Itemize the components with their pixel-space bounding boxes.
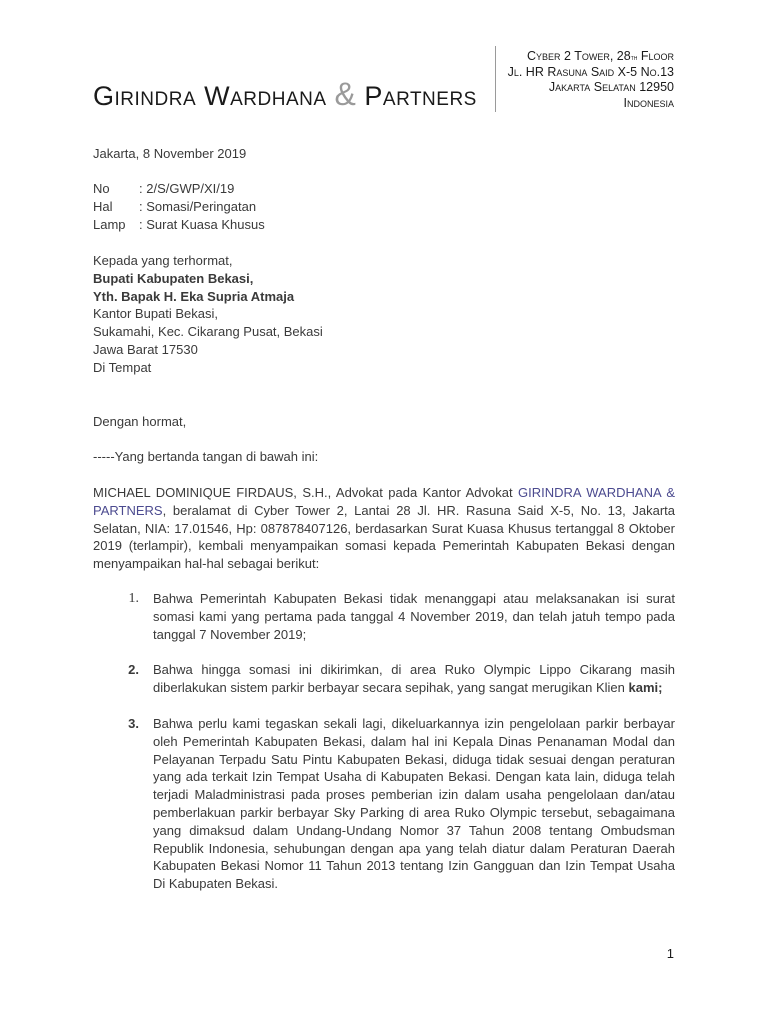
page-number: 1 (666, 946, 674, 961)
intro-paragraph: MICHAEL DOMINIQUE FIRDAUS, S.H., Advokat pada Kantor Advokat GIRINDRA WARDHANA & PARTNERS, beralamat di Cyber Tower 2, Lantai 28 Jl. HR. Rasuna Said X-5, No. 13, Jakarta Selatan, NIA: 17.01546, Hp: 087878407126, berdasarkan Surat Kuasa Khusus tertanggal 8 Oktober 2019 (terlampir), kembali menyampaikan somasi kepada Pemerintah Kabupaten Bekasi dengan menyampaikan hal-hal sebagai berikut: (93, 485, 675, 572)
recipient-block (93, 252, 323, 377)
point-text: Bahwa perlu kami tegaskan sekali lagi, dikeluarkannya izin pengelolaan parkir berbayar oleh Pemerintah Kabupaten Bekasi, dalam hal ini Kepala Dinas Penanaman Modal dan Pelayanan Terpadu Satu Pintu Kabupaten Bekasi, diduga tidak sesuai dengan peraturan yang ada terkait Izin Tempat Usaha di Kabupaten Bekasi. Dengan kata lain, diduga telah terjadi Maladministrasi pada proses pemberian izin dalam usaha pengelolaan dan/atau pemberlakuan parkir berbayar Sky Parking di area Ruko Olympic tersebut, sebagaimana yang dimaksud dalam Undang-Undang Nomor 37 Tahun 2008 tentang Ombudsman Republik Indonesia, sehubungan dengan apa yang telah diatur dalam Peraturan Daerah Kabupaten Bekasi Nomor 11 Tahun 2013 tentang Izin Gangguan dan Izin Tempat Usaha Di Kabupaten Bekasi. (153, 715, 675, 892)
firm-address (508, 49, 674, 111)
meta-row-hal: Hal : Somasi/Peringatan (93, 198, 257, 214)
point-number: 1. (128, 591, 139, 606)
address-line-2: Jl. HR Rasuna Said X-5 No.13 (507, 64, 674, 79)
recipient-name: Yth. Bapak H. Eka Supria Atmaja (93, 288, 295, 304)
list-item (93, 590, 675, 643)
letter-date: Jakarta, 8 November 2019 (93, 146, 247, 161)
recipient-place: Di Tempat (93, 359, 152, 375)
undersigned-line: -----Yang bertanda tangan di bawah ini: (93, 449, 319, 464)
firm-name-part1: Girindra Wardhana (93, 81, 327, 111)
point-text: Bahwa hingga somasi ini dikirimkan, di area Ruko Olympic Lippo Cikarang masih diberlakukan sistem parkir berbayar secara sepihak, yang sangat merugikan Klien kami; (153, 662, 675, 696)
point-number: 3. (128, 715, 139, 731)
list-item (93, 715, 675, 893)
meta-row-no: No : 2/S/GWP/XI/19 (93, 181, 235, 196)
letterhead-divider (495, 46, 496, 112)
recipient-salutation: Kepada yang terhormat, (93, 253, 233, 268)
list-item (93, 661, 675, 697)
intro-firm-name: GIRINDRA WARDHANA & PARTNERS (93, 485, 675, 518)
points-list (93, 590, 675, 911)
point-text: Bahwa Pemerintah Kabupaten Bekasi tidak menanggapi atau melaksanakan isi surat somasi kami yang pertama pada tanggal 4 November 2019, dan telah jatuh tempo pada tanggal 7 November 2019; (153, 591, 675, 642)
recipient-region: Jawa Barat 17530 (93, 341, 198, 357)
greeting: Dengan hormat, (93, 414, 187, 429)
letter-meta (93, 180, 265, 233)
address-line-3: Jakarta Selatan 12950 (548, 80, 674, 94)
firm-ampersand: & (334, 76, 357, 112)
recipient-title: Bupati Kabupaten Bekasi, (93, 270, 254, 286)
meta-row-lamp: Lamp : Surat Kuasa Khusus (93, 216, 265, 232)
recipient-address: Sukamahi, Kec. Cikarang Pusat, Bekasi (93, 324, 323, 340)
recipient-office: Kantor Bupati Bekasi, (93, 306, 219, 322)
address-line-4: Indonesia (623, 95, 674, 110)
address-line-1: Cyber 2 Tower, 28th Floor (527, 49, 674, 63)
firm-name-part2: Partners (364, 81, 477, 111)
firm-name (93, 76, 477, 113)
point-number: 2. (128, 662, 139, 678)
